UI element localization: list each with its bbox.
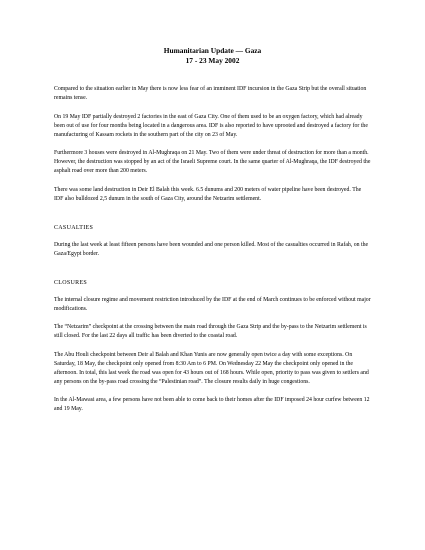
document-title: Humanitarian Update — Gaza	[163, 46, 262, 55]
closures-paragraph: The Abu Houli checkpoint between Deir al Balah and Khan Yunis are now generally open twice a day with some exceptions. On Saturday, 18 May, the checkpoint only opened from 8:30 Am to 6 PM. On Wednesday 22 May the checkpoint only opened in the afternoon. In total, this last week the road was open for 43 hours out of 168 hours. While open, priority to pass was given to settlers and any persons on the by-pass road crossing the “Palestinian road”. The closure results daily in huge congestions.	[54, 351, 369, 385]
document-date-range: 17 - 23 May 2002	[185, 56, 240, 65]
intro-paragraph: On 19 May IDF partially destroyed 2 factories in the east of Gaza City. One of them used to be an oxygen factory, which had already been out of use for four months being located in a dangerous area. IDF is also reported to have uprooted and destroyed a factory for the manufacturing of Kassam rockets in the southern part of the city on 23 of May.	[54, 113, 368, 138]
closures-section	[54, 279, 371, 415]
intro-paragraph: Compared to the situation earlier in May there is now less fear of an imminent IDF incursion in the Gaza Strip but the overall situation remains tense.	[54, 86, 367, 101]
intro-section	[54, 85, 371, 204]
closures-paragraph: The internal closure regime and movement restriction introduced by the IDF at the end of March continues to be enforced without major modifications.	[54, 296, 371, 312]
intro-paragraph: There was some land destruction in Deir El Balah this week. 6.5 dunums and 200 meters of water pipeline have been destroyed. The IDF also bulldozed 2,5 dunum in the south of Gaza City, around the Netzarim settlement.	[54, 186, 362, 202]
closures-paragraph: In the Al-Mawasi area, a few persons have not been able to come back to their homes after the IDF imposed 24 hour curfew between 12 and 19 May.	[54, 397, 370, 412]
intro-paragraph: Furthermore 3 houses were destroyed in Al-Mughraqa on 21 May. Two of them were under threat of destruction for more than a month. However, the destruction was stopped by an act of the Israeli Supreme court. In the same quarter of Al-Mughraqa, the IDF destroyed the asphalt road over more than 200 meters.	[54, 150, 371, 174]
closures-heading: CLOSURES	[54, 279, 88, 286]
casualties-paragraph: During the last week at least fifteen persons have been wounded and one person killed. Most of the casualties occurred in Rafah, on the Gaza/Egypt border.	[54, 241, 369, 257]
casualties-section	[54, 224, 371, 259]
closures-paragraph: The “Netzarim” checkpoint at the crossing between the main road through the Gaza Strip and the by-pass to the Netzarim settlement is still closed. For the last 22 days all traffic has been diverted to the coastal road.	[54, 324, 367, 339]
casualties-heading: CASUALTIES	[54, 224, 94, 231]
